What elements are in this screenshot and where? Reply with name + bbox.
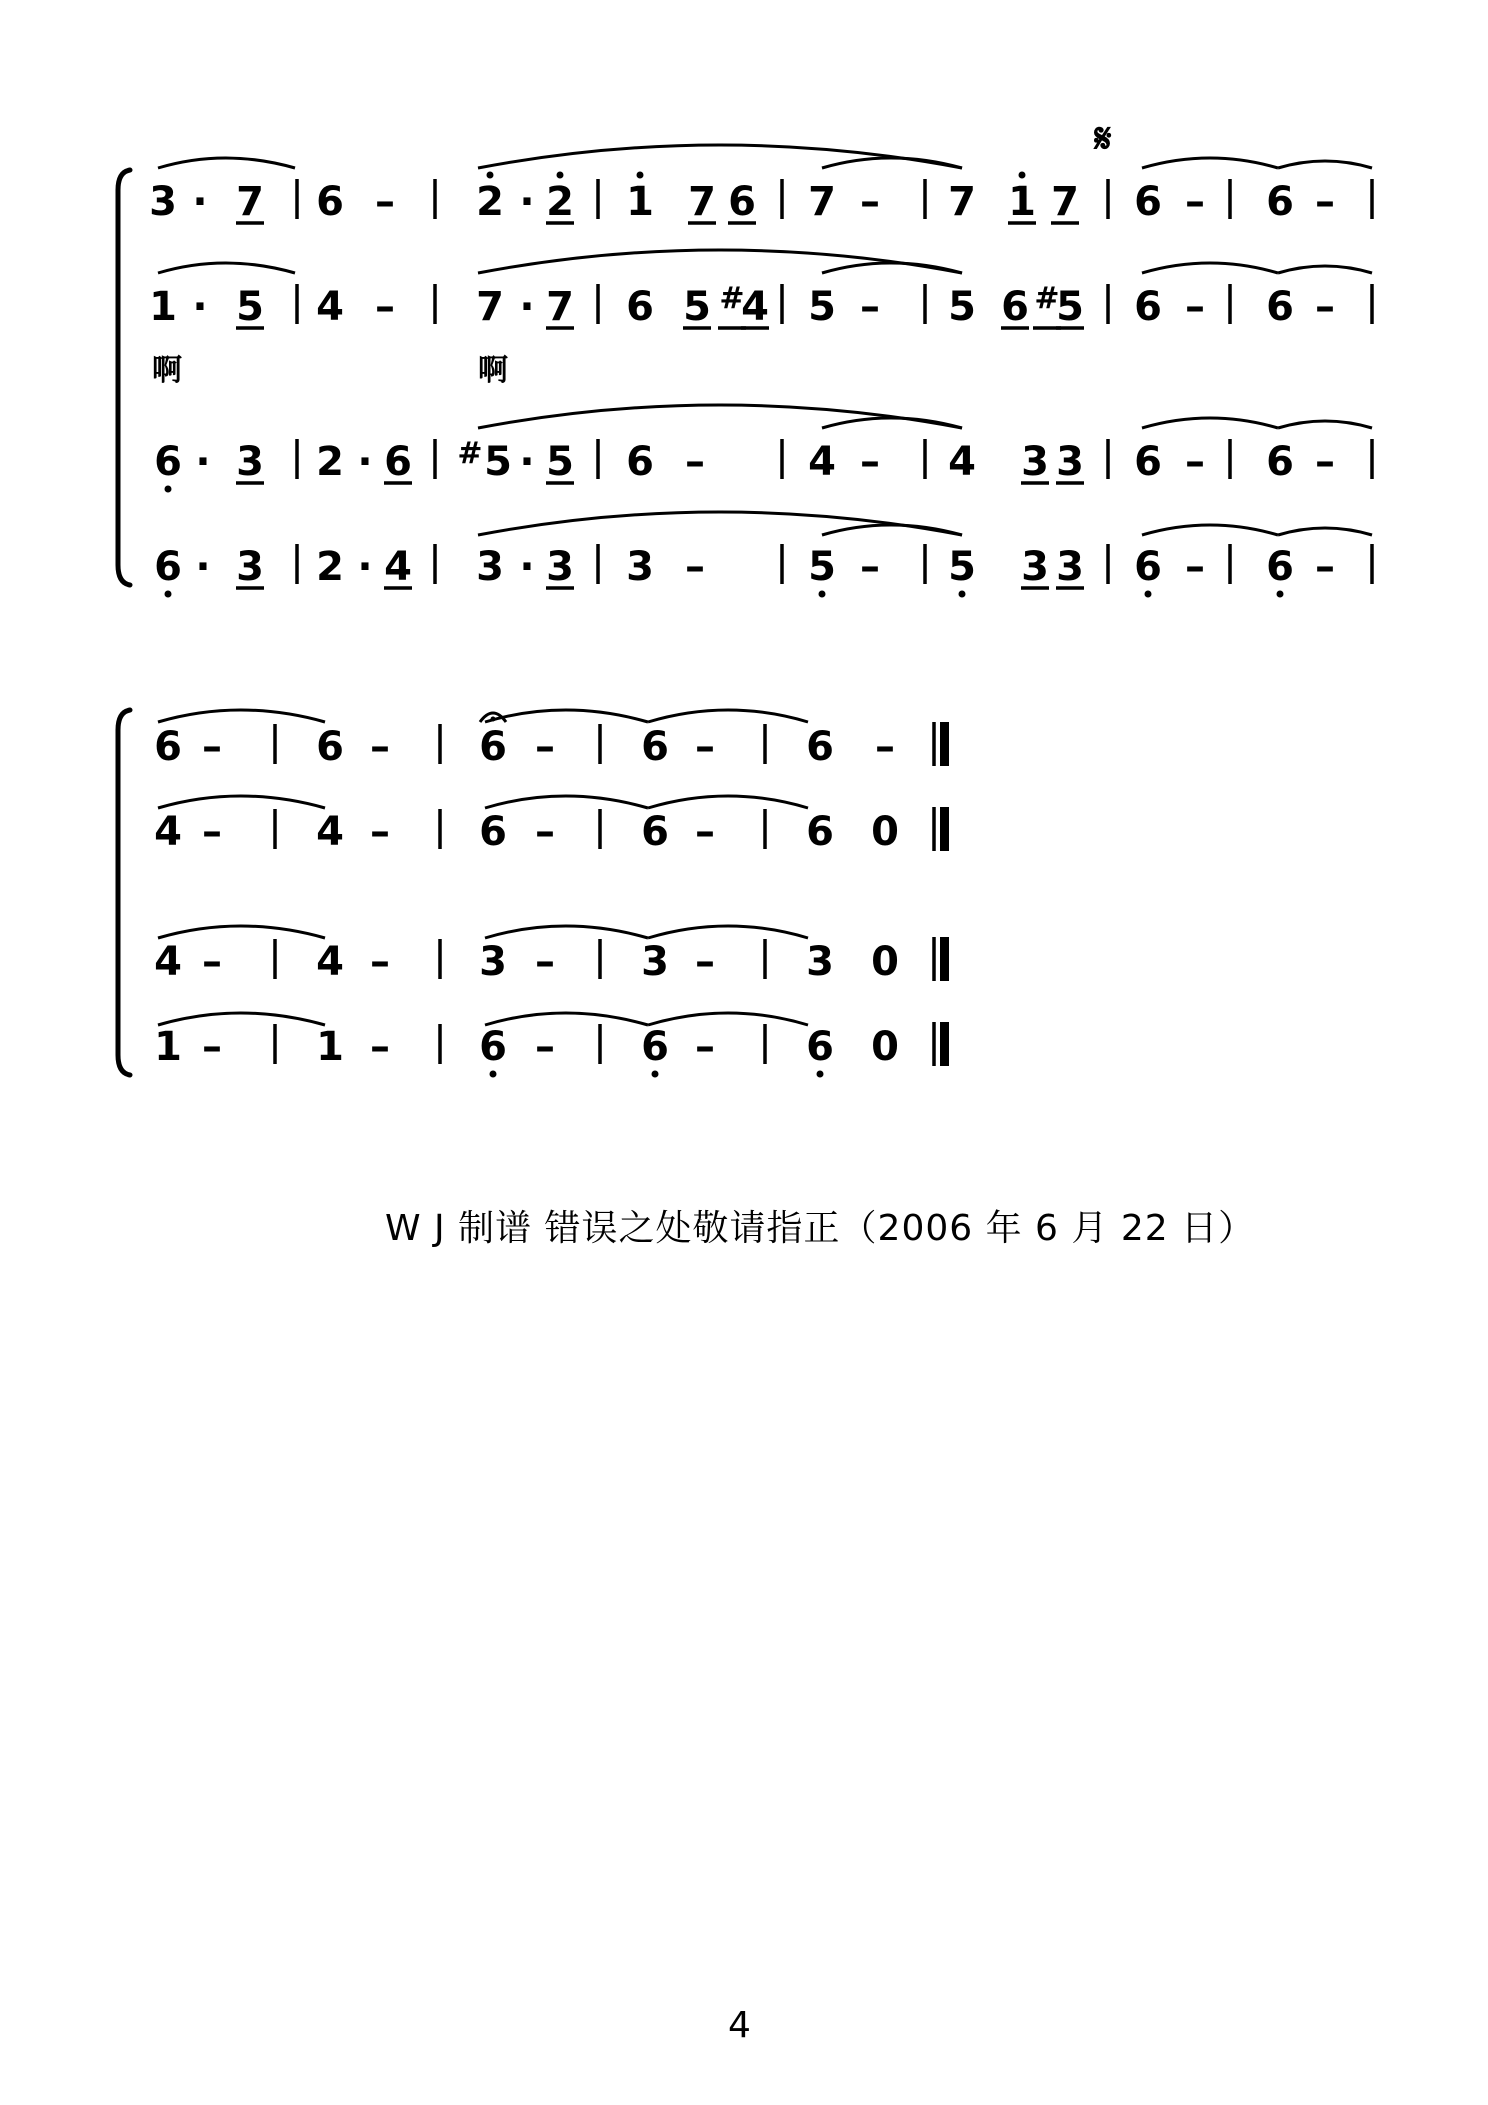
octave-dot-above-s1-v1-t20 xyxy=(1019,172,1026,179)
dash-s2-v4-t11: – xyxy=(695,1024,715,1070)
note-s1-v4-t9: 3 xyxy=(476,544,504,590)
note-s1-v3-t20: 4 xyxy=(948,439,976,485)
footer-credit: W J 制谱 错误之处敬请指正（2006 年 6 月 22 日） xyxy=(385,1208,1256,1249)
dash-s1-v1-t17: – xyxy=(860,179,880,225)
dot-s1-v3-t2: · xyxy=(195,439,211,485)
note-s1-v1-t16: 7 xyxy=(808,179,836,225)
dash-s2-v3-t2: – xyxy=(202,939,222,985)
note-s2-v1-t4: 6 xyxy=(316,724,344,770)
note-s2-v1-t1: 6 xyxy=(154,724,182,770)
lyric-2: 啊 xyxy=(478,353,508,388)
octave-dot-above-s1-v1-t8 xyxy=(487,172,494,179)
note-s1-v1-t8: 2 xyxy=(476,179,504,225)
dash-s2-v1-t14: – xyxy=(875,724,895,770)
octave-dot-below-s1-v4-t16 xyxy=(819,591,826,598)
note-s1-v1-t5: 6 xyxy=(316,179,344,225)
note-s1-v2-t21: 6 xyxy=(1001,284,1029,330)
note-s2-v2-t14: 0 xyxy=(871,809,899,855)
note-s2-v3-t14: 0 xyxy=(871,939,899,985)
dot-s1-v2-t2: · xyxy=(192,284,208,330)
dash-s1-v2-t26: – xyxy=(1185,284,1205,330)
system-2-brace xyxy=(118,710,130,1075)
note-s1-v1-t13: 7 xyxy=(688,179,716,225)
dash-s1-v3-t15: – xyxy=(685,439,705,485)
note-s1-v4-t23: 6 xyxy=(1134,544,1162,590)
note-s1-v3-t27: 6 xyxy=(1266,439,1294,485)
note-s1-v3-t24: 6 xyxy=(1134,439,1162,485)
note-s1-v2-t14: # xyxy=(719,281,745,316)
dash-s2-v2-t2: – xyxy=(202,809,222,855)
final-barline-thick-s2-v4-t15 xyxy=(940,1022,949,1066)
fermata-dot-s2-v1-t7 xyxy=(491,717,496,722)
note-s1-v2-t13: 5 xyxy=(683,284,711,330)
note-s1-v2-t17: 5 xyxy=(808,284,836,330)
note-s1-v4-t13: 3 xyxy=(626,544,654,590)
note-s1-v3-t9: # xyxy=(457,436,483,471)
dot-s1-v1-t2: · xyxy=(192,179,208,225)
octave-dot-above-s1-v1-t10 xyxy=(557,172,564,179)
note-s2-v4-t14: 0 xyxy=(871,1024,899,1070)
note-s1-v3-t10: 5 xyxy=(484,439,512,485)
dash-s2-v1-t2: – xyxy=(202,724,222,770)
note-s1-v2-t12: 6 xyxy=(626,284,654,330)
lyric-1: 啊 xyxy=(152,353,182,388)
final-barline-thick-s2-v1-t15 xyxy=(940,722,949,766)
note-s2-v3-t7: 3 xyxy=(479,939,507,985)
note-s1-v4-t7: 4 xyxy=(384,544,412,590)
octave-dot-below-s1-v3-t1 xyxy=(165,486,172,493)
note-s1-v3-t14: 6 xyxy=(626,439,654,485)
dash-s2-v3-t11: – xyxy=(695,939,715,985)
dash-s1-v4-t27: – xyxy=(1315,544,1335,590)
dash-s2-v3-t8: – xyxy=(535,939,555,985)
note-s1-v1-t26: 6 xyxy=(1266,179,1294,225)
note-s1-v1-t23: 6 xyxy=(1134,179,1162,225)
final-barline-thick-s2-v2-t15 xyxy=(940,807,949,851)
note-s1-v2-t1: 1 xyxy=(149,284,177,330)
note-s2-v4-t10: 6 xyxy=(641,1024,669,1070)
dash-s1-v2-t18: – xyxy=(860,284,880,330)
note-s1-v2-t3: 5 xyxy=(236,284,264,330)
note-s1-v1-t3: 7 xyxy=(236,179,264,225)
note-s1-v3-t3: 3 xyxy=(236,439,264,485)
note-s1-v2-t22: # xyxy=(1034,281,1060,316)
note-s1-v4-t20: 3 xyxy=(1021,544,1049,590)
notes-layer xyxy=(149,172,1372,1078)
dash-s1-v4-t17: – xyxy=(860,544,880,590)
note-s2-v2-t4: 4 xyxy=(316,809,344,855)
octave-dot-below-s1-v4-t23 xyxy=(1145,591,1152,598)
octave-dot-below-s1-v4-t1 xyxy=(165,591,172,598)
note-s1-v1-t10: 2 xyxy=(546,179,574,225)
note-s1-v3-t5: 2 xyxy=(316,439,344,485)
note-s1-v2-t28: 6 xyxy=(1266,284,1294,330)
system-1-brace xyxy=(118,170,130,585)
dash-s1-v4-t24: – xyxy=(1185,544,1205,590)
dash-s1-v1-t24: – xyxy=(1185,179,1205,225)
note-s1-v1-t21: 7 xyxy=(1051,179,1079,225)
dash-s2-v2-t11: – xyxy=(695,809,715,855)
note-s1-v4-t1: 6 xyxy=(154,544,182,590)
note-s2-v2-t1: 4 xyxy=(154,809,182,855)
note-s1-v1-t19: 7 xyxy=(948,179,976,225)
octave-dot-above-s1-v1-t12 xyxy=(637,172,644,179)
final-barline-thick-s2-v3-t15 xyxy=(940,937,949,981)
dot-s1-v4-t6: · xyxy=(357,544,373,590)
octave-dot-below-s2-v4-t10 xyxy=(652,1071,659,1078)
dash-s2-v4-t2: – xyxy=(202,1024,222,1070)
dot-s1-v4-t10: · xyxy=(519,544,535,590)
note-s1-v2-t23: 5 xyxy=(1056,284,1084,330)
note-s1-v3-t7: 6 xyxy=(384,439,412,485)
dot-s1-v4-t2: · xyxy=(195,544,211,590)
note-s1-v2-t15: 4 xyxy=(741,284,769,330)
dash-s1-v3-t28: – xyxy=(1315,439,1335,485)
note-s2-v3-t4: 4 xyxy=(316,939,344,985)
note-s2-v2-t10: 6 xyxy=(641,809,669,855)
dash-s1-v2-t29: – xyxy=(1315,284,1335,330)
dash-s2-v1-t5: – xyxy=(370,724,390,770)
dash-s1-v1-t27: – xyxy=(1315,179,1335,225)
octave-dot-below-s2-v4-t13 xyxy=(817,1071,824,1078)
dash-s2-v4-t5: – xyxy=(370,1024,390,1070)
note-s1-v2-t10: 7 xyxy=(546,284,574,330)
note-s2-v2-t13: 6 xyxy=(806,809,834,855)
note-s1-v4-t21: 3 xyxy=(1056,544,1084,590)
note-s1-v2-t20: 5 xyxy=(948,284,976,330)
note-s1-v4-t5: 2 xyxy=(316,544,344,590)
note-s2-v4-t4: 1 xyxy=(316,1024,344,1070)
dash-s1-v4-t14: – xyxy=(685,544,705,590)
note-s2-v3-t10: 3 xyxy=(641,939,669,985)
note-s2-v4-t1: 1 xyxy=(154,1024,182,1070)
dash-s1-v3-t25: – xyxy=(1185,439,1205,485)
note-s2-v3-t13: 3 xyxy=(806,939,834,985)
note-s2-v1-t10: 6 xyxy=(641,724,669,770)
note-s1-v4-t16: 5 xyxy=(808,544,836,590)
dash-s1-v1-t6: – xyxy=(375,179,395,225)
dash-s2-v1-t8: – xyxy=(535,724,555,770)
note-s1-v2-t8: 7 xyxy=(476,284,504,330)
octave-dot-below-s1-v4-t19 xyxy=(959,591,966,598)
dash-s2-v4-t8: – xyxy=(535,1024,555,1070)
dash-s2-v3-t5: – xyxy=(370,939,390,985)
octave-dot-below-s1-v4-t26 xyxy=(1277,591,1284,598)
note-s2-v1-t13: 6 xyxy=(806,724,834,770)
note-s1-v2-t25: 6 xyxy=(1134,284,1162,330)
dash-s2-v2-t5: – xyxy=(370,809,390,855)
note-s1-v1-t20: 1 xyxy=(1008,179,1036,225)
dash-s2-v1-t11: – xyxy=(695,724,715,770)
note-s1-v3-t17: 4 xyxy=(808,439,836,485)
dash-s1-v2-t6: – xyxy=(375,284,395,330)
note-s2-v2-t7: 6 xyxy=(479,809,507,855)
note-s1-v1-t14: 6 xyxy=(728,179,756,225)
dash-s2-v2-t8: – xyxy=(535,809,555,855)
dot-s1-v2-t9: · xyxy=(519,284,535,330)
dash-s1-v3-t18: – xyxy=(860,439,880,485)
note-s1-v4-t11: 3 xyxy=(546,544,574,590)
octave-dot-below-s2-v4-t7 xyxy=(490,1071,497,1078)
note-s2-v4-t7: 6 xyxy=(479,1024,507,1070)
segno-sign: 𝄋 xyxy=(1094,116,1112,162)
note-s1-v4-t3: 3 xyxy=(236,544,264,590)
note-s1-v4-t19: 5 xyxy=(948,544,976,590)
note-s1-v3-t22: 3 xyxy=(1056,439,1084,485)
page-number: 4 xyxy=(728,2005,751,2046)
dot-s1-v3-t6: · xyxy=(357,439,373,485)
note-s1-v2-t5: 4 xyxy=(316,284,344,330)
note-s1-v1-t1: 3 xyxy=(149,179,177,225)
note-s1-v3-t21: 3 xyxy=(1021,439,1049,485)
dot-s1-v3-t11: · xyxy=(519,439,535,485)
note-s1-v1-t12: 1 xyxy=(626,179,654,225)
note-s1-v3-t1: 6 xyxy=(154,439,182,485)
note-s1-v3-t12: 5 xyxy=(546,439,574,485)
note-s2-v3-t1: 4 xyxy=(154,939,182,985)
note-s2-v1-t7: 6 xyxy=(479,724,507,770)
note-s2-v4-t13: 6 xyxy=(806,1024,834,1070)
note-s1-v4-t26: 6 xyxy=(1266,544,1294,590)
dot-s1-v1-t9: · xyxy=(519,179,535,225)
